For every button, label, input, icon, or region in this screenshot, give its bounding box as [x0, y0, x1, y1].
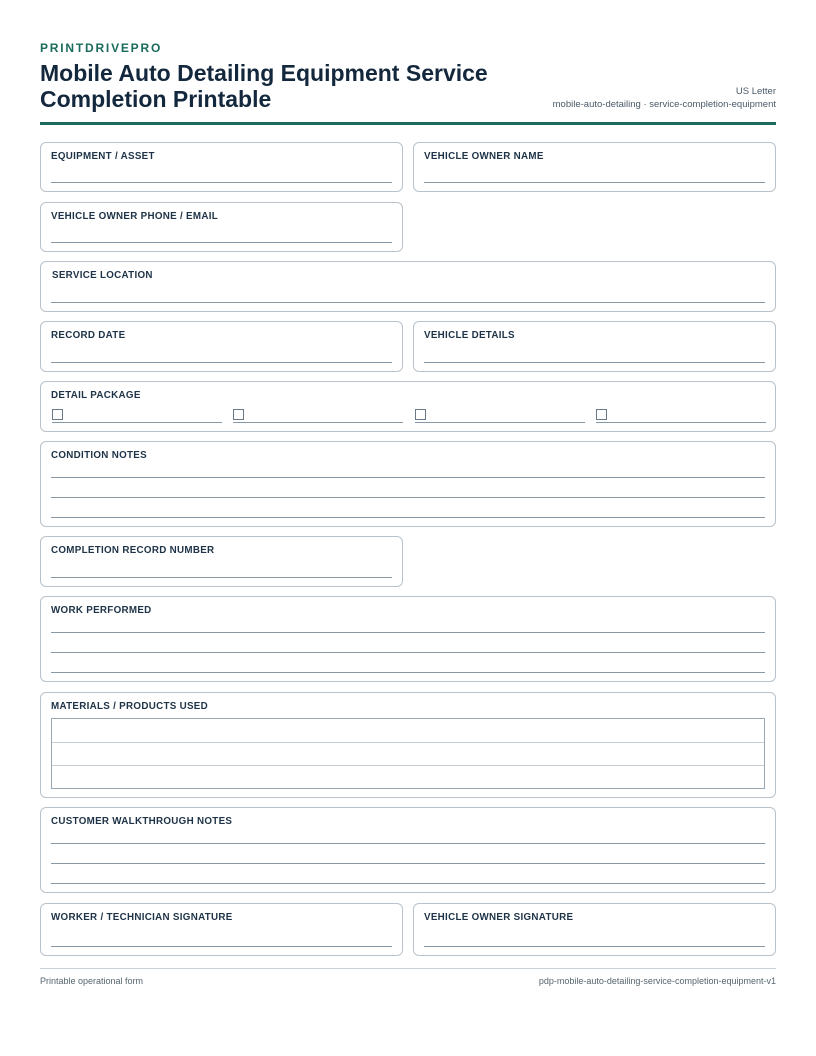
- paper-size: US Letter: [735, 86, 776, 97]
- walkthrough-notes-line-1[interactable]: [51, 843, 765, 844]
- customer-walkthrough-notes-field[interactable]: [40, 807, 776, 893]
- owner-signature-field[interactable]: [413, 903, 776, 956]
- checkbox[interactable]: [233, 409, 244, 420]
- materials-products-label: MATERIALS / PRODUCTS USED: [51, 701, 208, 712]
- record-date-field[interactable]: [40, 321, 403, 372]
- condition-notes-field[interactable]: [40, 441, 776, 527]
- footer-description: Printable operational form: [40, 976, 144, 986]
- detail-package-option-3[interactable]: [415, 409, 585, 423]
- materials-products-field: [40, 692, 776, 798]
- service-location-field[interactable]: [40, 261, 776, 312]
- header-divider: [40, 122, 776, 125]
- detail-package-label: DETAIL PACKAGE: [51, 390, 141, 401]
- brand-name: PRINTDRIVEPRO: [40, 41, 163, 55]
- work-performed-field[interactable]: [40, 596, 776, 682]
- vehicle-details-line[interactable]: [424, 362, 765, 363]
- technician-signature-label: WORKER / TECHNICIAN SIGNATURE: [51, 912, 233, 923]
- materials-table: [51, 718, 765, 789]
- option-line[interactable]: [415, 422, 585, 423]
- record-date-line[interactable]: [51, 362, 392, 363]
- work-performed-line-2[interactable]: [51, 652, 765, 653]
- customer-walkthrough-notes-label: CUSTOMER WALKTHROUGH NOTES: [51, 816, 233, 827]
- detail-package-option-4[interactable]: [596, 409, 766, 423]
- footer-form-id: pdp-mobile-auto-detailing-service-completion-equipment-v1: [538, 976, 776, 986]
- work-performed-line-1[interactable]: [51, 632, 765, 633]
- service-location-label: SERVICE LOCATION: [52, 270, 153, 281]
- checkbox[interactable]: [52, 409, 63, 420]
- document-slug: mobile-auto-detailing · service-completion-equipment: [552, 99, 776, 110]
- condition-notes-label: CONDITION NOTES: [51, 450, 147, 461]
- condition-notes-line-2[interactable]: [51, 497, 765, 498]
- checkbox[interactable]: [415, 409, 426, 420]
- detail-package-option-2[interactable]: [233, 409, 403, 423]
- owner-signature-line[interactable]: [424, 946, 765, 947]
- completion-record-number-field[interactable]: [40, 536, 403, 587]
- completion-record-number-line[interactable]: [51, 577, 392, 578]
- condition-notes-line-1[interactable]: [51, 477, 765, 478]
- completion-record-number-label: COMPLETION RECORD NUMBER: [51, 545, 215, 556]
- option-line[interactable]: [52, 422, 222, 423]
- table-row-divider: [52, 742, 764, 743]
- page-title: Mobile Auto Detailing Equipment Service Completion Printable: [40, 60, 488, 112]
- detail-package-option-1[interactable]: [52, 409, 222, 423]
- vehicle-owner-contact-field[interactable]: [40, 202, 403, 252]
- detail-package-field: [40, 381, 776, 432]
- vehicle-details-label: VEHICLE DETAILS: [424, 330, 515, 341]
- document-meta: [553, 85, 776, 111]
- service-location-line[interactable]: [51, 302, 765, 303]
- option-line[interactable]: [596, 422, 766, 423]
- record-date-label: RECORD DATE: [51, 330, 126, 341]
- work-performed-label: WORK PERFORMED: [51, 605, 152, 616]
- table-row-divider: [52, 765, 764, 766]
- walkthrough-notes-line-2[interactable]: [51, 863, 765, 864]
- vehicle-owner-contact-line[interactable]: [51, 242, 392, 243]
- vehicle-owner-name-field[interactable]: [413, 142, 776, 192]
- vehicle-owner-name-label: VEHICLE OWNER NAME: [424, 151, 544, 162]
- work-performed-line-3[interactable]: [51, 672, 765, 673]
- equipment-asset-line[interactable]: [51, 182, 392, 183]
- condition-notes-line-3[interactable]: [51, 517, 765, 518]
- technician-signature-field[interactable]: [40, 903, 403, 956]
- owner-signature-label: VEHICLE OWNER SIGNATURE: [424, 912, 574, 923]
- vehicle-owner-contact-label: VEHICLE OWNER PHONE / EMAIL: [51, 211, 219, 222]
- equipment-asset-field[interactable]: [40, 142, 403, 192]
- vehicle-details-field[interactable]: [413, 321, 776, 372]
- walkthrough-notes-line-3[interactable]: [51, 883, 765, 884]
- technician-signature-line[interactable]: [51, 946, 392, 947]
- equipment-asset-label: EQUIPMENT / ASSET: [51, 151, 155, 162]
- footer-divider: [40, 968, 776, 969]
- checkbox[interactable]: [596, 409, 607, 420]
- option-line[interactable]: [233, 422, 403, 423]
- vehicle-owner-name-line[interactable]: [424, 182, 765, 183]
